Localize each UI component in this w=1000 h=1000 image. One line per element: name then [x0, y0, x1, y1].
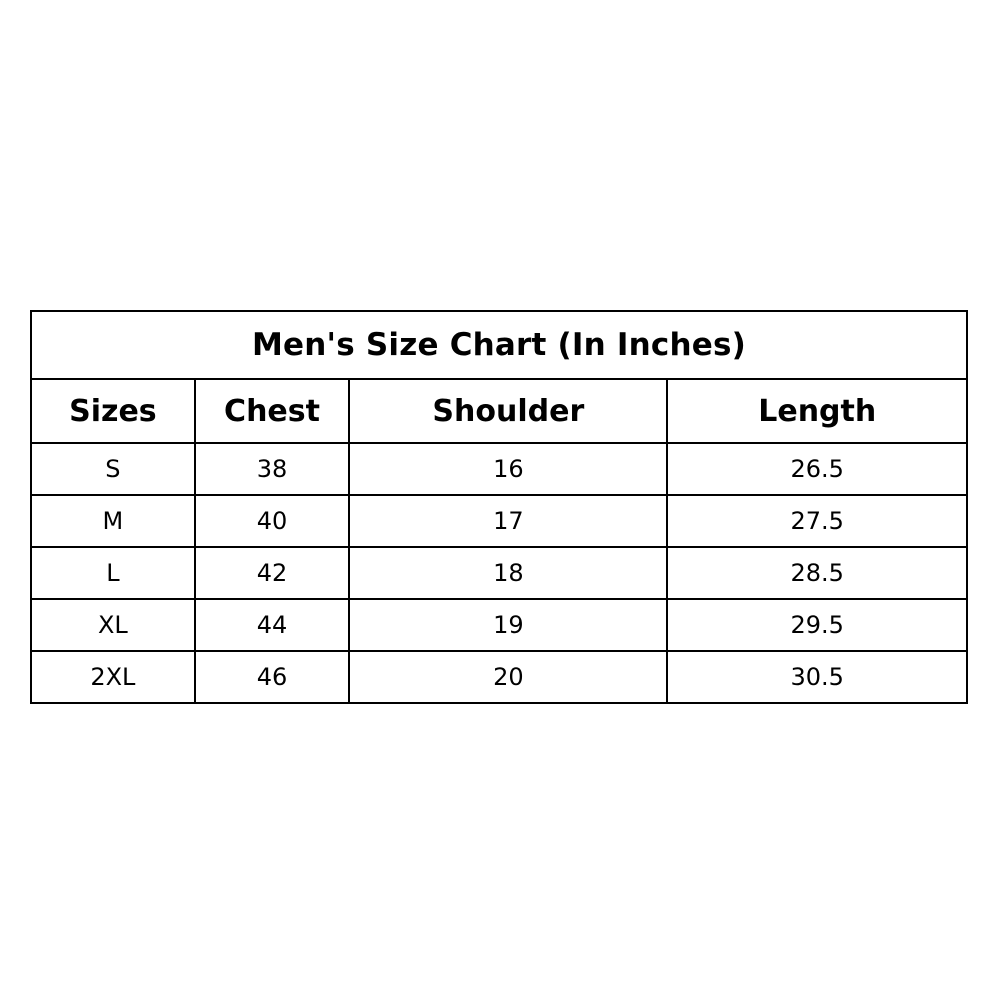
- cell-size: 2XL: [31, 651, 195, 703]
- cell-size: M: [31, 495, 195, 547]
- column-header-chest: Chest: [195, 379, 349, 443]
- size-chart-container: [30, 310, 968, 704]
- chart-title: Men's Size Chart (In Inches): [31, 311, 967, 379]
- column-header-length: Length: [667, 379, 967, 443]
- cell-shoulder: 17: [349, 495, 667, 547]
- table-row: [31, 599, 967, 651]
- cell-size: XL: [31, 599, 195, 651]
- cell-shoulder: 19: [349, 599, 667, 651]
- table-title-row: [31, 311, 967, 379]
- cell-chest: 46: [195, 651, 349, 703]
- cell-chest: 40: [195, 495, 349, 547]
- table-row: [31, 651, 967, 703]
- cell-shoulder: 20: [349, 651, 667, 703]
- column-header-shoulder: Shoulder: [349, 379, 667, 443]
- cell-size: S: [31, 443, 195, 495]
- cell-length: 29.5: [667, 599, 967, 651]
- column-header-sizes: Sizes: [31, 379, 195, 443]
- cell-chest: 42: [195, 547, 349, 599]
- table-row: [31, 495, 967, 547]
- cell-shoulder: 16: [349, 443, 667, 495]
- cell-length: 30.5: [667, 651, 967, 703]
- cell-chest: 44: [195, 599, 349, 651]
- cell-size: L: [31, 547, 195, 599]
- table-header-row: [31, 379, 967, 443]
- cell-shoulder: 18: [349, 547, 667, 599]
- cell-length: 27.5: [667, 495, 967, 547]
- size-chart-table: [30, 310, 968, 704]
- cell-chest: 38: [195, 443, 349, 495]
- cell-length: 28.5: [667, 547, 967, 599]
- cell-length: 26.5: [667, 443, 967, 495]
- table-row: [31, 547, 967, 599]
- table-row: [31, 443, 967, 495]
